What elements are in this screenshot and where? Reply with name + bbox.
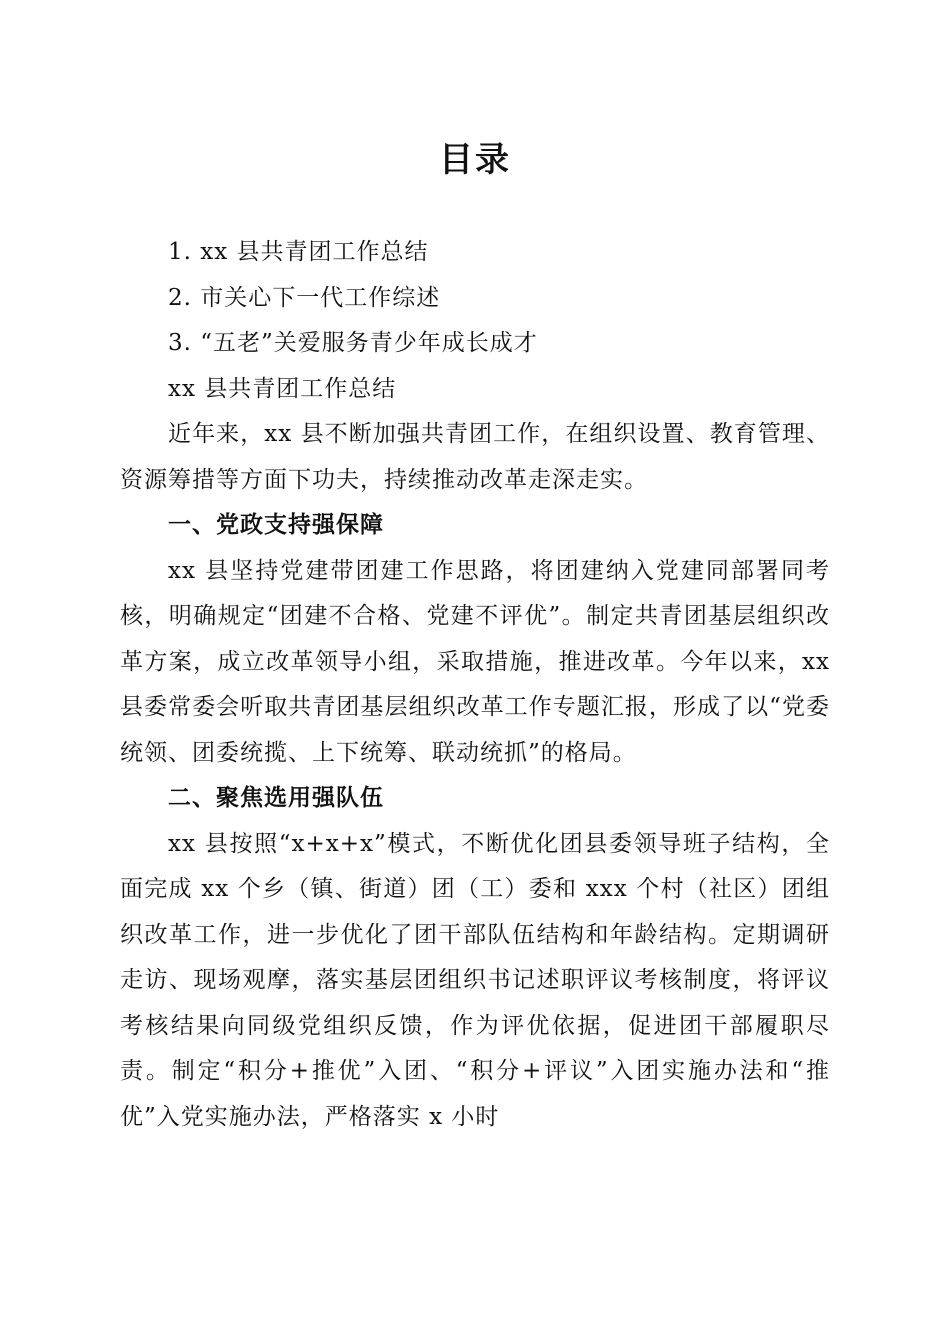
section-heading-2: 二、聚焦选用强队伍 [168, 785, 384, 811]
section-paragraph-2: xx 县按照“x+x+x”模式，不断优化团县委领导班子结构，全面完成 xx 个乡（镇、街道）团（工）委和 xxx 个村（社区）团组织改革工作，进一步优化了团干部队伍结构和年龄结构。定期调研走访、现场观摩，落实基层团组织书记述职评议考核制度，将评议考核结果向同级党组织反馈，作为评优依据，促进团干部履职尽责。制定“积分+推优”入团、“积分+评议”入团实施办法和“推优”入党实施办法，严格落实 x 小时 [120, 830, 830, 1130]
toc-item-3: 3. “五老”关爱服务青少年成长成才 [168, 330, 538, 356]
article-title: xx 县共青团工作总结 [168, 375, 397, 402]
page-title: 目录 [439, 140, 511, 180]
section-paragraph-1: xx 县坚持党建带团建工作思路，将团建纳入党建同部署同考核，明确规定“团建不合格、党建不评优”。制定共青团基层组织改革方案，成立改革领导小组，采取措施，推进改革。今年以来，xx 县委常委会听取共青团基层组织改革工作专题汇报，形成了以“党委统领、团委统揽、上下统筹、联动统抓”的格局。 [120, 557, 830, 766]
section-heading-1: 一、党政支持强保障 [168, 512, 384, 538]
toc-item-1: 1. xx 县共青团工作总结 [168, 239, 429, 265]
document-body [120, 230, 830, 1140]
intro-paragraph: 近年来，xx 县不断加强共青团工作，在组织设置、教育管理、资源筹措等方面下功夫，持续推动改革走深走实。 [120, 421, 830, 493]
toc-item-2: 2. 市关心下一代工作综述 [168, 284, 441, 311]
